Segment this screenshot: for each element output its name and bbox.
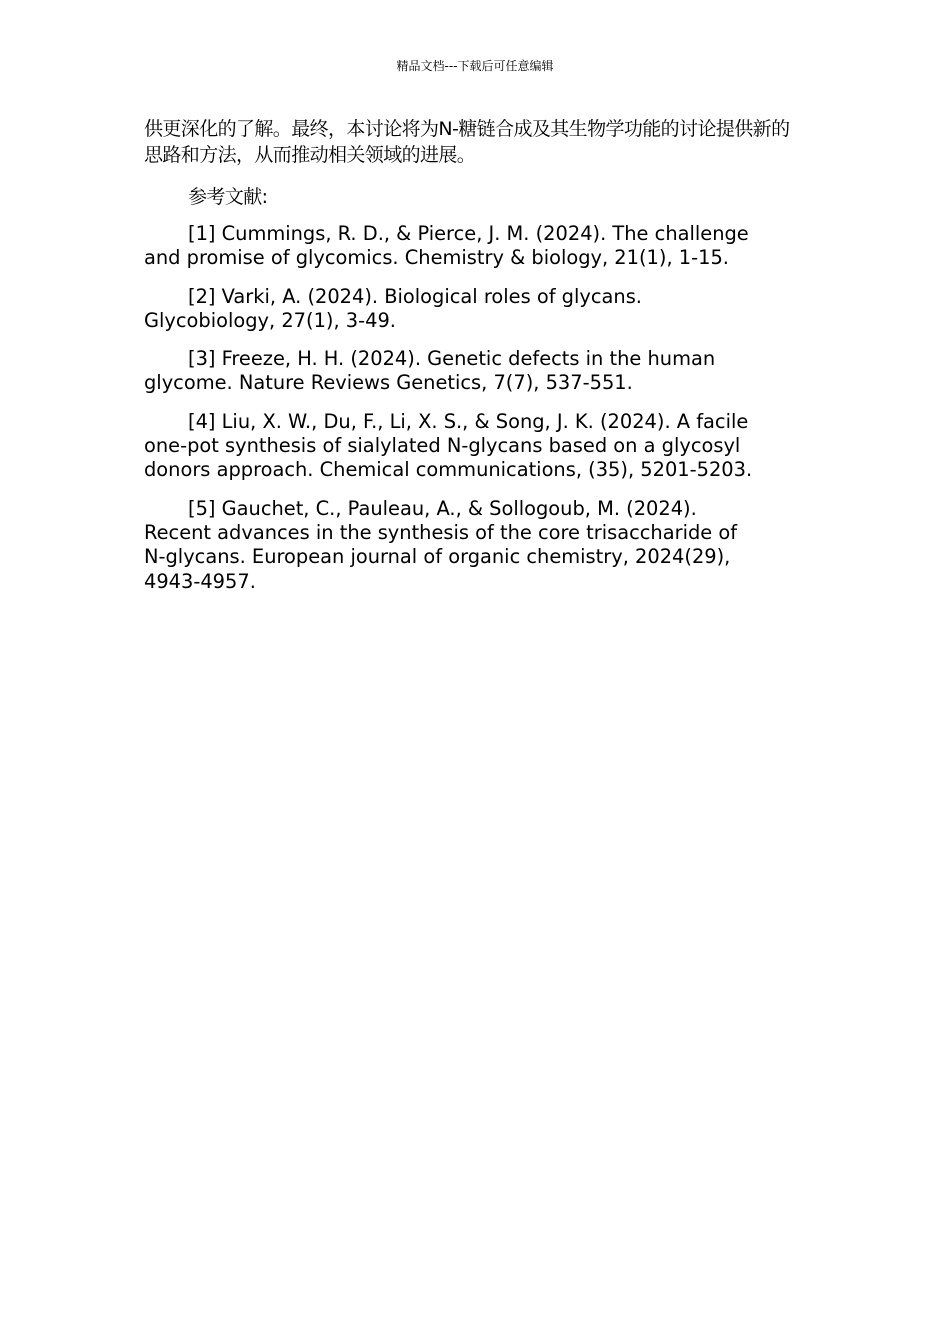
intro-paragraph: 供更深化的了解。最终，本讨论将为N-糖链合成及其生物学功能的讨论提供新的思路和方法，从而推动相关领域的进展。 — [144, 118, 790, 166]
references-heading: 参考文献: — [188, 186, 268, 208]
reference-item-5: [5] Gauchet, C., Pauleau, A., & Sollogoub, M. (2024). Recent advances in the synthesis of the core trisaccharide of N-glycans. European journal of organic chemistry, 2024(29), 4943-4957. — [144, 496, 738, 593]
page-header: 精品文档---下载后可任意编辑 — [396, 59, 554, 73]
reference-item-1: [1] Cummings, R. D., & Pierce, J. M. (2024). The challenge and promise of glycomics. Chemistry & biology, 21(1), 1-15. — [144, 222, 749, 270]
reference-item-4: [4] Liu, X. W., Du, F., Li, X. S., & Song, J. K. (2024). A facile one-pot synthesis of sialylated N-glycans based on a glycosyl donors approach. Chemical communications, (35), 5201-5203. — [144, 409, 753, 482]
reference-item-2: [2] Varki, A. (2024). Biological roles of glycans. Glycobiology, 27(1), 3-49. — [144, 284, 642, 332]
reference-item-3: [3] Freeze, H. H. (2024). Genetic defects in the human glycome. Nature Reviews Genetics, 7(7), 537-551. — [144, 347, 716, 395]
reference-list — [144, 222, 804, 594]
document-body — [144, 116, 804, 608]
